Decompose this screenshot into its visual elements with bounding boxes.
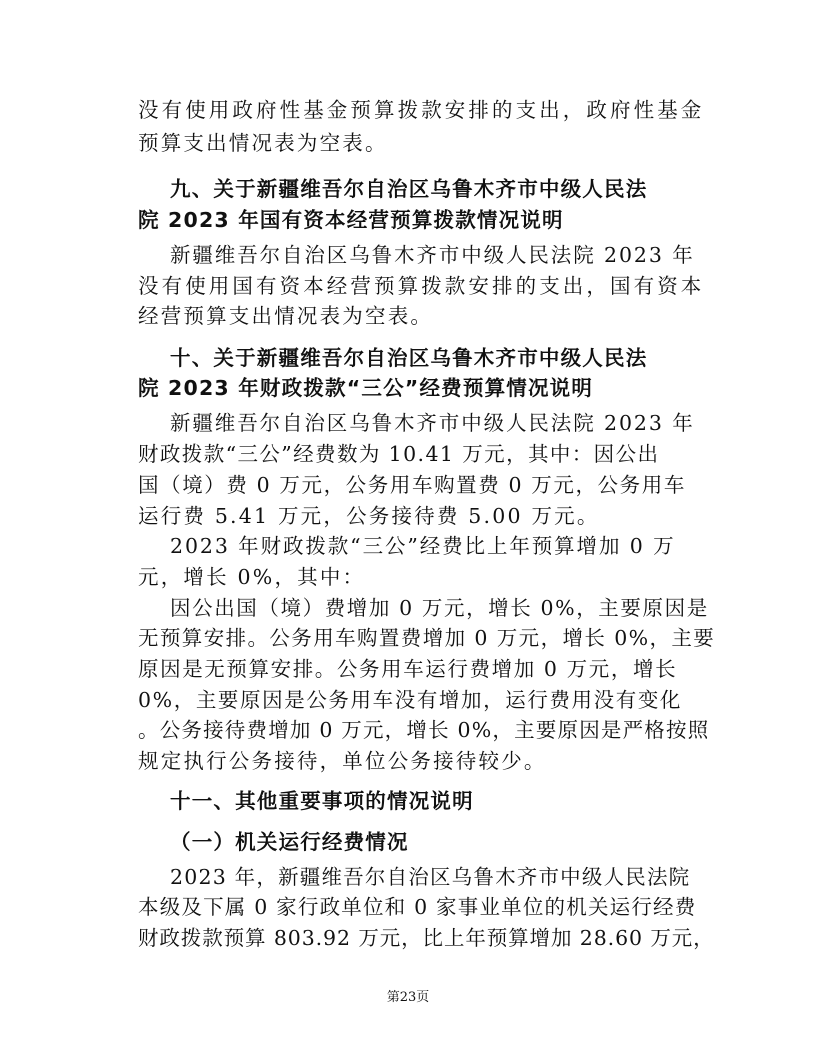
section-heading: 十一、其他重要事项的情况说明 xyxy=(170,789,474,813)
paragraph-line: 新疆维吾尔自治区乌鲁木齐市中级人民法院 2023 年 xyxy=(170,243,695,267)
subsection-heading: （一）机关运行经费情况 xyxy=(170,830,409,854)
section-heading: 十、关于新疆维吾尔自治区乌鲁木齐市中级人民法 xyxy=(170,346,648,370)
paragraph-line: 预算支出情况表为空表。 xyxy=(138,131,388,155)
paragraph-line: 经营预算支出情况表为空表。 xyxy=(138,304,434,328)
section-heading: 九、关于新疆维吾尔自治区乌鲁木齐市中级人民法 xyxy=(170,177,648,201)
paragraph-line: 无预算安排。公务用车购置费增加 0 万元，增长 0%，主要 xyxy=(138,626,716,650)
paragraph-line: 元，增长 0%，其中： xyxy=(138,565,366,589)
paragraph-line: 规定执行公务接待，单位公务接待较少。 xyxy=(138,749,547,773)
paragraph-line: 因公出国（境）费增加 0 万元，增长 0%，主要原因是 xyxy=(170,596,709,620)
paragraph-line: 财政拨款预算 803.92 万元，比上年预算增加 28.60 万元， xyxy=(138,926,715,950)
paragraph-line: 原因是无预算安排。公务用车运行费增加 0 万元，增长 xyxy=(138,657,678,681)
paragraph-line: 运行费 5.41 万元，公务接待费 5.00 万元。 xyxy=(138,504,600,528)
paragraph-line: 新疆维吾尔自治区乌鲁木齐市中级人民法院 2023 年 xyxy=(170,411,695,435)
paragraph-line: 没有使用政府性基金预算拨款安排的支出，政府性基金 xyxy=(138,98,705,122)
page-number: 第23页 xyxy=(386,990,430,1005)
paragraph-line: 财政拨款“三公”经费数为 10.41 万元，其中：因公出 xyxy=(138,442,660,466)
section-heading: 院 2023 年国有资本经营预算拨款情况说明 xyxy=(138,208,564,232)
section-heading: 院 2023 年财政拨款“三公”经费预算情况说明 xyxy=(138,376,594,400)
paragraph-line: 本级及下属 0 家行政单位和 0 家事业单位的机关运行经费 xyxy=(138,895,697,919)
paragraph-line: 2023 年，新疆维吾尔自治区乌鲁木齐市中级人民法院 xyxy=(170,865,691,889)
paragraph-line: 。公务接待费增加 0 万元，增长 0%，主要原因是严格按照 xyxy=(138,718,710,742)
paragraph-line: 国（境）费 0 万元，公务用车购置费 0 万元，公务用车 xyxy=(138,473,686,497)
paragraph-line: 0%，主要原因是公务用车没有增加，运行费用没有变化 xyxy=(138,688,683,712)
paragraph-line: 没有使用国有资本经营预算拨款安排的支出，国有资本 xyxy=(138,274,705,298)
paragraph-line: 2023 年财政拨款“三公”经费比上年预算增加 0 万 xyxy=(170,534,676,558)
